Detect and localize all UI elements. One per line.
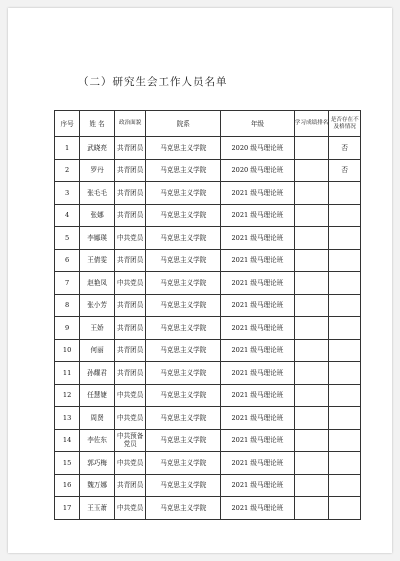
cell-politics: 共青团员 xyxy=(114,362,146,385)
table-header-row xyxy=(55,111,361,137)
cell-college: 马克思主义学院 xyxy=(146,227,221,250)
cell-fail-status xyxy=(329,339,361,362)
cell-grade: 2021 级马理论班 xyxy=(221,227,295,250)
cell-index: 6 xyxy=(55,249,80,272)
cell-politics: 中共党员 xyxy=(114,497,146,520)
table-row xyxy=(55,407,361,430)
cell-politics: 共青团员 xyxy=(114,474,146,497)
cell-name: 魏万娜 xyxy=(80,474,115,497)
cell-grade: 2021 级马理论班 xyxy=(221,339,295,362)
cell-study-rank xyxy=(294,272,329,295)
cell-index: 12 xyxy=(55,384,80,407)
table-row xyxy=(55,452,361,475)
cell-name: 李佐东 xyxy=(80,429,115,452)
cell-grade: 2021 级马理论班 xyxy=(221,407,295,430)
cell-politics: 共青团员 xyxy=(114,204,146,227)
cell-study-rank xyxy=(294,227,329,250)
cell-study-rank xyxy=(294,182,329,205)
document-title: （二）研究生会工作人员名单 xyxy=(78,76,228,88)
cell-politics: 共青团员 xyxy=(114,159,146,182)
cell-fail-status xyxy=(329,474,361,497)
cell-fail-status xyxy=(329,407,361,430)
cell-fail-status xyxy=(329,272,361,295)
cell-index: 7 xyxy=(55,272,80,295)
cell-name: 郭巧梅 xyxy=(80,452,115,475)
table-row xyxy=(55,429,361,452)
cell-fail-status xyxy=(329,317,361,340)
table-row xyxy=(55,362,361,385)
cell-college: 马克思主义学院 xyxy=(146,497,221,520)
cell-study-rank xyxy=(294,317,329,340)
cell-politics: 共青团员 xyxy=(114,137,146,160)
cell-college: 马克思主义学院 xyxy=(146,294,221,317)
cell-name: 罗丹 xyxy=(80,159,115,182)
cell-fail-status xyxy=(329,362,361,385)
cell-index: 8 xyxy=(55,294,80,317)
cell-college: 马克思主义学院 xyxy=(146,204,221,227)
table-row xyxy=(55,317,361,340)
cell-name: 孙耀君 xyxy=(80,362,115,385)
table-row xyxy=(55,497,361,520)
cell-name: 周贤 xyxy=(80,407,115,430)
cell-grade: 2021 级马理论班 xyxy=(221,362,295,385)
table-row xyxy=(55,339,361,362)
cell-college: 马克思主义学院 xyxy=(146,452,221,475)
cell-politics: 共青团员 xyxy=(114,339,146,362)
cell-study-rank xyxy=(294,204,329,227)
cell-grade: 2021 级马理论班 xyxy=(221,204,295,227)
cell-name: 武晓亮 xyxy=(80,137,115,160)
staff-table xyxy=(54,110,361,520)
cell-politics: 共青团员 xyxy=(114,249,146,272)
cell-index: 15 xyxy=(55,452,80,475)
cell-grade: 2020 级马理论班 xyxy=(221,137,295,160)
cell-grade: 2021 级马理论班 xyxy=(221,497,295,520)
cell-name: 张娜 xyxy=(80,204,115,227)
cell-fail-status xyxy=(329,429,361,452)
cell-college: 马克思主义学院 xyxy=(146,159,221,182)
cell-index: 5 xyxy=(55,227,80,250)
cell-fail-status xyxy=(329,294,361,317)
table-row xyxy=(55,227,361,250)
table-row xyxy=(55,384,361,407)
cell-study-rank xyxy=(294,497,329,520)
cell-college: 马克思主义学院 xyxy=(146,272,221,295)
cell-study-rank xyxy=(294,159,329,182)
cell-fail-status: 否 xyxy=(329,137,361,160)
cell-grade: 2021 级马理论班 xyxy=(221,294,295,317)
cell-grade: 2021 级马理论班 xyxy=(221,182,295,205)
cell-study-rank xyxy=(294,452,329,475)
cell-politics: 中共党员 xyxy=(114,452,146,475)
cell-college: 马克思主义学院 xyxy=(146,407,221,430)
table-row xyxy=(55,182,361,205)
cell-college: 马克思主义学院 xyxy=(146,362,221,385)
cell-index: 10 xyxy=(55,339,80,362)
cell-college: 马克思主义学院 xyxy=(146,384,221,407)
table-row xyxy=(55,249,361,272)
cell-index: 14 xyxy=(55,429,80,452)
cell-politics: 中共党员 xyxy=(114,384,146,407)
cell-index: 13 xyxy=(55,407,80,430)
cell-college: 马克思主义学院 xyxy=(146,429,221,452)
cell-fail-status xyxy=(329,204,361,227)
document-page xyxy=(8,8,392,553)
cell-index: 2 xyxy=(55,159,80,182)
cell-index: 11 xyxy=(55,362,80,385)
cell-fail-status xyxy=(329,384,361,407)
table-row xyxy=(55,204,361,227)
cell-grade: 2021 级马理论班 xyxy=(221,474,295,497)
cell-index: 4 xyxy=(55,204,80,227)
cell-college: 马克思主义学院 xyxy=(146,249,221,272)
table-row xyxy=(55,474,361,497)
cell-fail-status: 否 xyxy=(329,159,361,182)
cell-college: 马克思主义学院 xyxy=(146,317,221,340)
cell-politics: 共青团员 xyxy=(114,317,146,340)
cell-grade: 2021 级马理论班 xyxy=(221,452,295,475)
table-row xyxy=(55,159,361,182)
table-row xyxy=(55,294,361,317)
cell-study-rank xyxy=(294,137,329,160)
cell-study-rank xyxy=(294,429,329,452)
cell-index: 16 xyxy=(55,474,80,497)
cell-grade: 2021 级马理论班 xyxy=(221,429,295,452)
cell-grade: 2021 级马理论班 xyxy=(221,317,295,340)
cell-college: 马克思主义学院 xyxy=(146,137,221,160)
cell-fail-status xyxy=(329,452,361,475)
cell-grade: 2021 级马理论班 xyxy=(221,272,295,295)
cell-study-rank xyxy=(294,249,329,272)
cell-index: 17 xyxy=(55,497,80,520)
cell-grade: 2021 级马理论班 xyxy=(221,384,295,407)
cell-politics: 中共党员 xyxy=(114,407,146,430)
cell-politics: 中共党员 xyxy=(114,272,146,295)
cell-grade: 2020 级马理论班 xyxy=(221,159,295,182)
table-row xyxy=(55,137,361,160)
cell-name: 赵艳凤 xyxy=(80,272,115,295)
cell-fail-status xyxy=(329,249,361,272)
cell-fail-status xyxy=(329,497,361,520)
header-study-rank: 学习成绩排名 xyxy=(294,111,329,137)
header-grade: 年级 xyxy=(221,111,295,137)
cell-name: 任慧婕 xyxy=(80,384,115,407)
header-politics: 政治面貌 xyxy=(114,111,146,137)
cell-study-rank xyxy=(294,407,329,430)
cell-name: 王倩雯 xyxy=(80,249,115,272)
cell-college: 马克思主义学院 xyxy=(146,474,221,497)
table-row xyxy=(55,272,361,295)
header-name: 姓 名 xyxy=(80,111,115,137)
cell-name: 张小芳 xyxy=(80,294,115,317)
cell-name: 张毛毛 xyxy=(80,182,115,205)
cell-politics: 共青团员 xyxy=(114,294,146,317)
cell-college: 马克思主义学院 xyxy=(146,182,221,205)
cell-politics: 中共预备党员 xyxy=(114,429,146,452)
cell-name: 何丽 xyxy=(80,339,115,362)
header-college: 院系 xyxy=(146,111,221,137)
header-fail-status: 是否存在不及格情况 xyxy=(329,111,361,137)
cell-index: 3 xyxy=(55,182,80,205)
cell-index: 9 xyxy=(55,317,80,340)
cell-college: 马克思主义学院 xyxy=(146,339,221,362)
cell-politics: 共青团员 xyxy=(114,182,146,205)
cell-fail-status xyxy=(329,182,361,205)
cell-name: 王玉萧 xyxy=(80,497,115,520)
cell-study-rank xyxy=(294,294,329,317)
cell-name: 王娇 xyxy=(80,317,115,340)
cell-study-rank xyxy=(294,362,329,385)
cell-name: 李娜瑛 xyxy=(80,227,115,250)
cell-politics: 中共党员 xyxy=(114,227,146,250)
cell-study-rank xyxy=(294,384,329,407)
cell-study-rank xyxy=(294,474,329,497)
cell-index: 1 xyxy=(55,137,80,160)
header-index: 序号 xyxy=(55,111,80,137)
cell-grade: 2021 级马理论班 xyxy=(221,249,295,272)
cell-study-rank xyxy=(294,339,329,362)
cell-fail-status xyxy=(329,227,361,250)
